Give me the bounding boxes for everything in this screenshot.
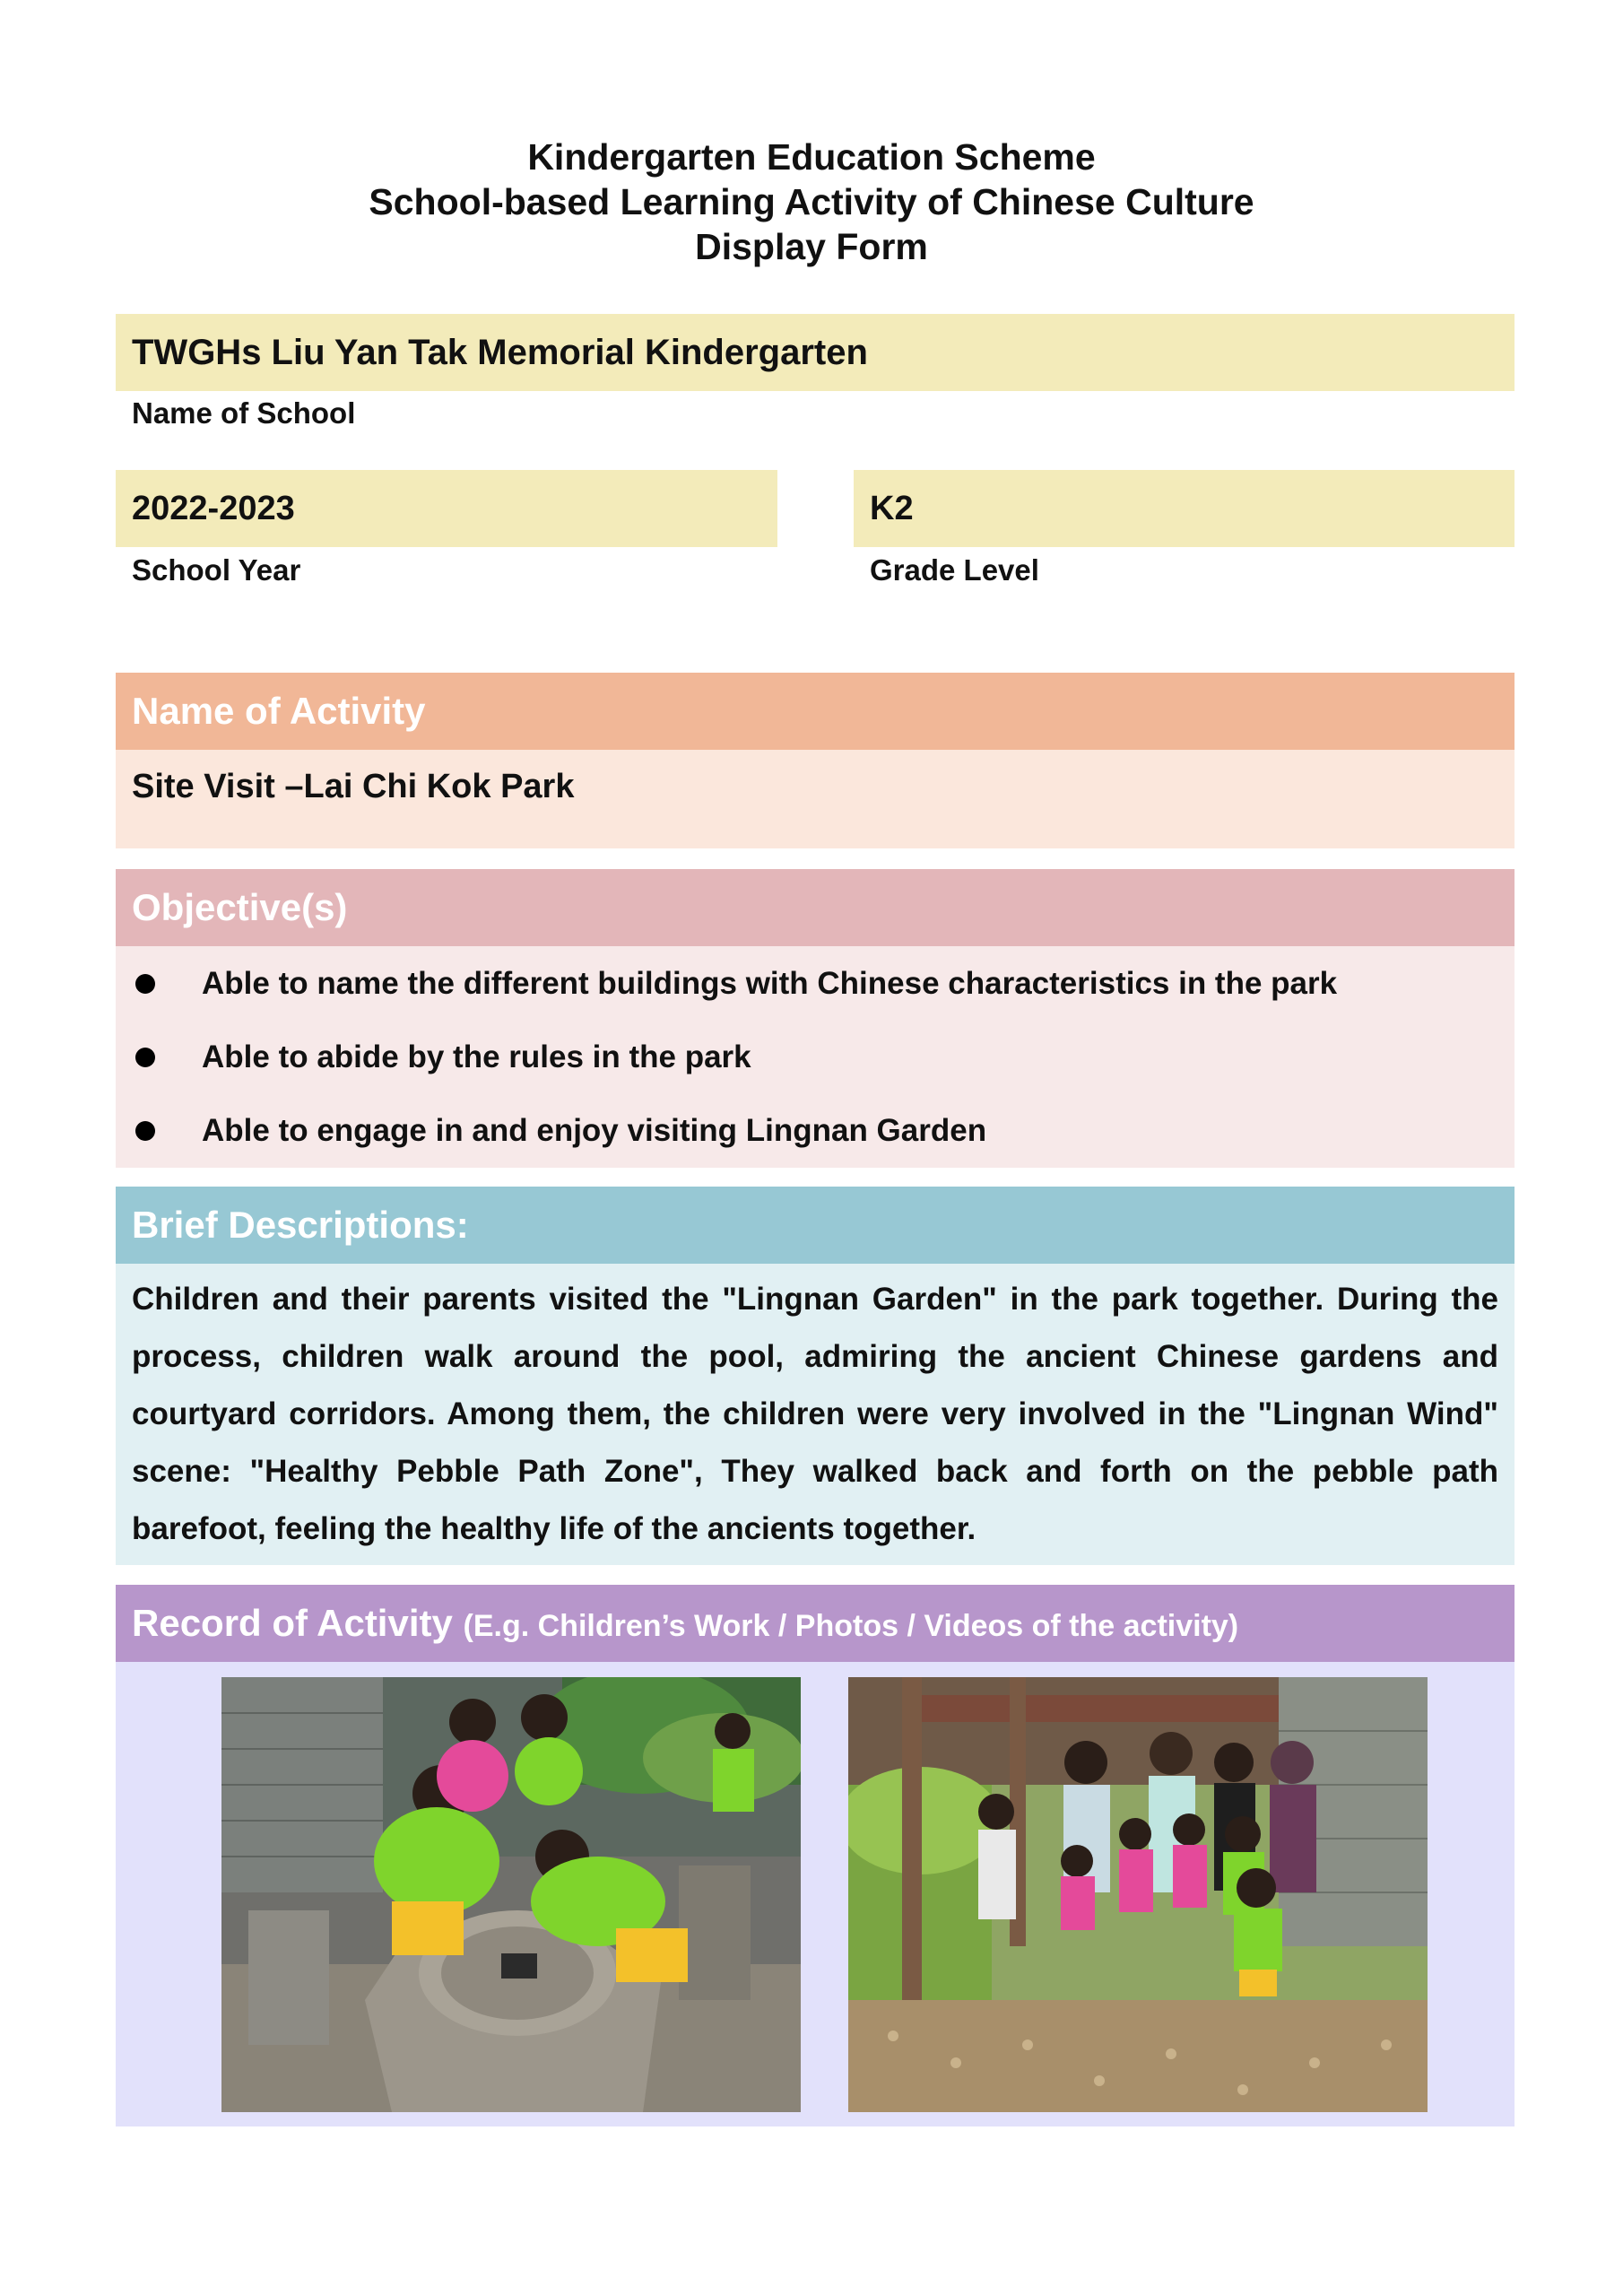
school-name-value: TWGHs Liu Yan Tak Memorial Kindergarten [132, 333, 868, 372]
activity-header [116, 673, 1515, 750]
objective-item [116, 957, 1337, 1011]
form-title [0, 135, 1623, 269]
title-line-3: Display Form [695, 226, 928, 267]
activity-photo-2 [848, 1677, 1428, 2112]
activity-photo-1 [221, 1677, 801, 2112]
group-photo-in-garden [848, 1677, 1428, 2112]
record-header [116, 1585, 1515, 1662]
bullet-icon [135, 1048, 155, 1067]
school-name-field [116, 314, 1515, 391]
objective-item [116, 1104, 986, 1158]
objective-item [116, 1031, 751, 1084]
description-body [116, 1264, 1515, 1565]
school-year-caption: School Year [132, 553, 301, 587]
description-heading: Brief Descriptions: [132, 1204, 469, 1246]
children-at-stone-well-photo [221, 1677, 801, 2112]
title-line-2: School-based Learning Activity of Chinese Culture [369, 181, 1254, 222]
description-text: Children and their parents visited the "Lingnan Garden" in the park together. During the process, children walk around the pool, admiring the ancient Chinese gardens and courtyard corridors. Among them, the children were very involved in the "Lingnan Wind" scene: "Healthy Pebble Path Zone", They walked back and forth on the pebble path barefoot, feeling the healthy life of the ancients together. [132, 1282, 1498, 1546]
grade-level-value: K2 [870, 490, 914, 527]
objectives-heading: Objective(s) [132, 886, 348, 928]
objective-text: Able to abide by the rules in the park [202, 1039, 751, 1074]
description-header [116, 1187, 1515, 1264]
school-year-field [116, 470, 777, 547]
bullet-icon [135, 974, 155, 994]
activity-body [116, 750, 1515, 848]
bullet-icon [135, 1121, 155, 1141]
record-heading: Record of Activity [132, 1602, 453, 1644]
activity-heading: Name of Activity [132, 690, 426, 732]
record-subheading: (E.g. Children’s Work / Photos / Videos of the activity) [463, 1609, 1239, 1643]
school-name-caption: Name of School [132, 396, 356, 430]
title-line-1: Kindergarten Education Scheme [527, 136, 1096, 178]
grade-level-caption: Grade Level [870, 553, 1039, 587]
objectives-body [116, 946, 1515, 1168]
school-year-value: 2022-2023 [132, 490, 295, 527]
objective-text: Able to name the different buildings with Chinese characteristics in the park [202, 966, 1338, 1001]
objective-text: Able to engage in and enjoy visiting Lingnan Garden [202, 1113, 987, 1148]
record-heading-wrap [116, 1585, 1515, 1665]
grade-level-field [854, 470, 1515, 547]
objectives-header [116, 869, 1515, 946]
activity-value: Site Visit –Lai Chi Kok Park [132, 768, 575, 805]
